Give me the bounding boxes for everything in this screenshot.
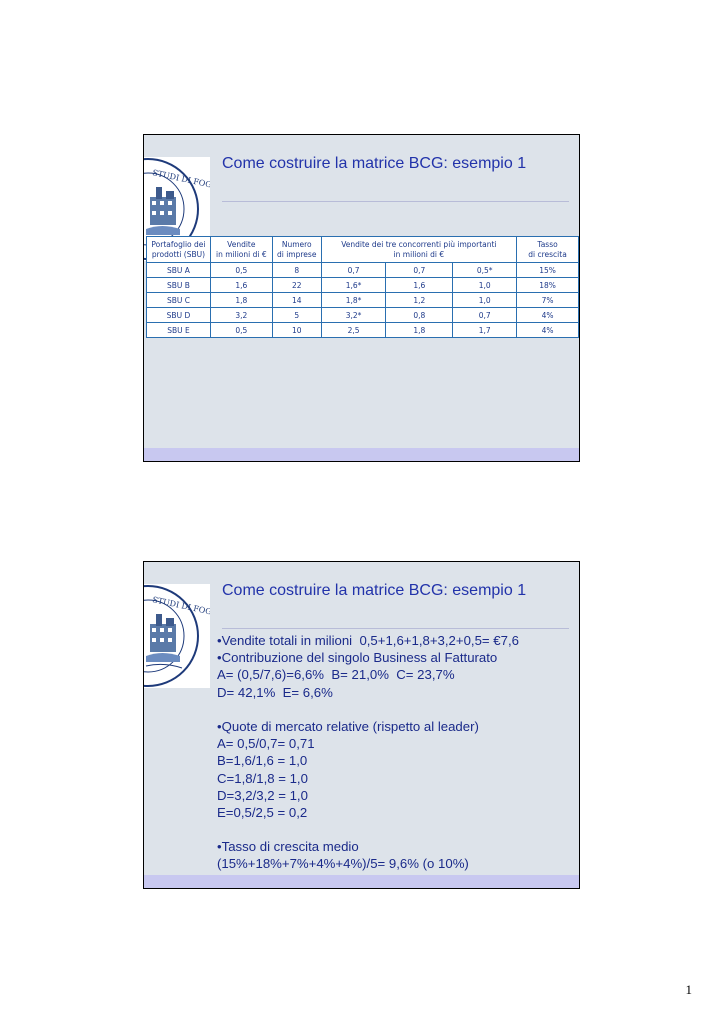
cell-concorrente-1: 3,2* <box>321 308 386 323</box>
contribuzione-abc-line: A= (0,5/7,6)=6,6% B= 21,0% C= 23,7% <box>217 667 455 683</box>
tasso-value-line: (15%+18%+7%+4%+4%)/5= 9,6% (o 10%) <box>217 856 469 872</box>
table-row <box>147 263 579 278</box>
cell-concorrente-2: 1,2 <box>386 293 453 308</box>
slide-1 <box>143 134 580 462</box>
slide-2-title: Come costruire la matrice BCG: esempio 1 <box>222 582 527 599</box>
cell-tasso: 15% <box>517 263 579 278</box>
slide-2 <box>143 561 580 889</box>
cell-sbu: SBU D <box>147 308 211 323</box>
header-portafoglio: Portafoglio dei prodotti (SBU) <box>147 237 211 263</box>
quote-heading: •Quote di mercato relative (rispetto al leader) <box>217 718 479 734</box>
cell-sbu: SBU A <box>147 263 211 278</box>
cell-concorrente-3: 1,0 <box>453 278 517 293</box>
contribuzione-de-line: D= 42,1% E= 6,6% <box>217 684 333 700</box>
page-number: 1 <box>685 982 692 997</box>
title-divider <box>222 628 569 629</box>
cell-concorrente-2: 0,7 <box>386 263 453 278</box>
contribuzione-heading: •Contribuzione del singolo Business al Fatturato <box>217 650 498 666</box>
cell-imprese: 8 <box>272 263 321 278</box>
cell-imprese: 14 <box>272 293 321 308</box>
tasso-heading: •Tasso di crescita medio <box>217 839 359 855</box>
cell-tasso: 4% <box>517 323 579 338</box>
cell-concorrente-3: 1,0 <box>453 293 517 308</box>
cell-imprese: 10 <box>272 323 321 338</box>
header-tasso-crescita: Tasso di crescita <box>517 237 579 263</box>
table-row <box>147 308 579 323</box>
slide-footer-bar <box>144 875 579 888</box>
table-header-row <box>147 237 579 263</box>
cell-imprese: 5 <box>272 308 321 323</box>
cell-vendite: 0,5 <box>210 263 272 278</box>
slide-2-body <box>217 632 577 873</box>
cell-sbu: SBU E <box>147 323 211 338</box>
cell-sbu: SBU B <box>147 278 211 293</box>
cell-tasso: 4% <box>517 308 579 323</box>
cell-concorrente-1: 2,5 <box>321 323 386 338</box>
header-vendite-concorrenti: Vendite dei tre concorrenti più importanti in milioni di € <box>321 237 516 263</box>
quote-d-line: D=3,2/3,2 = 1,0 <box>217 787 308 803</box>
quote-c-line: C=1,8/1,8 = 1,0 <box>217 770 308 786</box>
table-row <box>147 323 579 338</box>
cell-concorrente-2: 0,8 <box>386 308 453 323</box>
header-numero-imprese: Numero di imprese <box>272 237 321 263</box>
slide-footer-bar <box>144 448 579 461</box>
cell-imprese: 22 <box>272 278 321 293</box>
cell-concorrente-3: 0,7 <box>453 308 517 323</box>
university-seal-logo <box>144 584 210 688</box>
slide-1-title: Come costruire la matrice BCG: esempio 1 <box>222 155 527 172</box>
table-row <box>147 293 579 308</box>
cell-vendite: 1,6 <box>210 278 272 293</box>
quote-b-line: B=1,6/1,6 = 1,0 <box>217 753 308 769</box>
cell-tasso: 7% <box>517 293 579 308</box>
cell-concorrente-1: 1,8* <box>321 293 386 308</box>
cell-vendite: 0,5 <box>210 323 272 338</box>
cell-concorrente-2: 1,8 <box>386 323 453 338</box>
table-row <box>147 278 579 293</box>
cell-tasso: 18% <box>517 278 579 293</box>
title-divider <box>222 201 569 202</box>
cell-concorrente-2: 1,6 <box>386 278 453 293</box>
quote-a-line: A= 0,5/0,7= 0,71 <box>217 736 315 752</box>
cell-concorrente-1: 1,6* <box>321 278 386 293</box>
header-vendite: Vendite in milioni di € <box>210 237 272 263</box>
cell-concorrente-3: 1,7 <box>453 323 517 338</box>
cell-vendite: 3,2 <box>210 308 272 323</box>
quote-e-line: E=0,5/2,5 = 0,2 <box>217 804 308 820</box>
bcg-data-table <box>146 236 579 338</box>
vendite-totali-line: •Vendite totali in milioni 0,5+1,6+1,8+3,2+0,5= €7,6 <box>217 633 519 648</box>
cell-sbu: SBU C <box>147 293 211 308</box>
cell-vendite: 1,8 <box>210 293 272 308</box>
cell-concorrente-1: 0,7 <box>321 263 386 278</box>
cell-concorrente-3: 0,5* <box>453 263 517 278</box>
